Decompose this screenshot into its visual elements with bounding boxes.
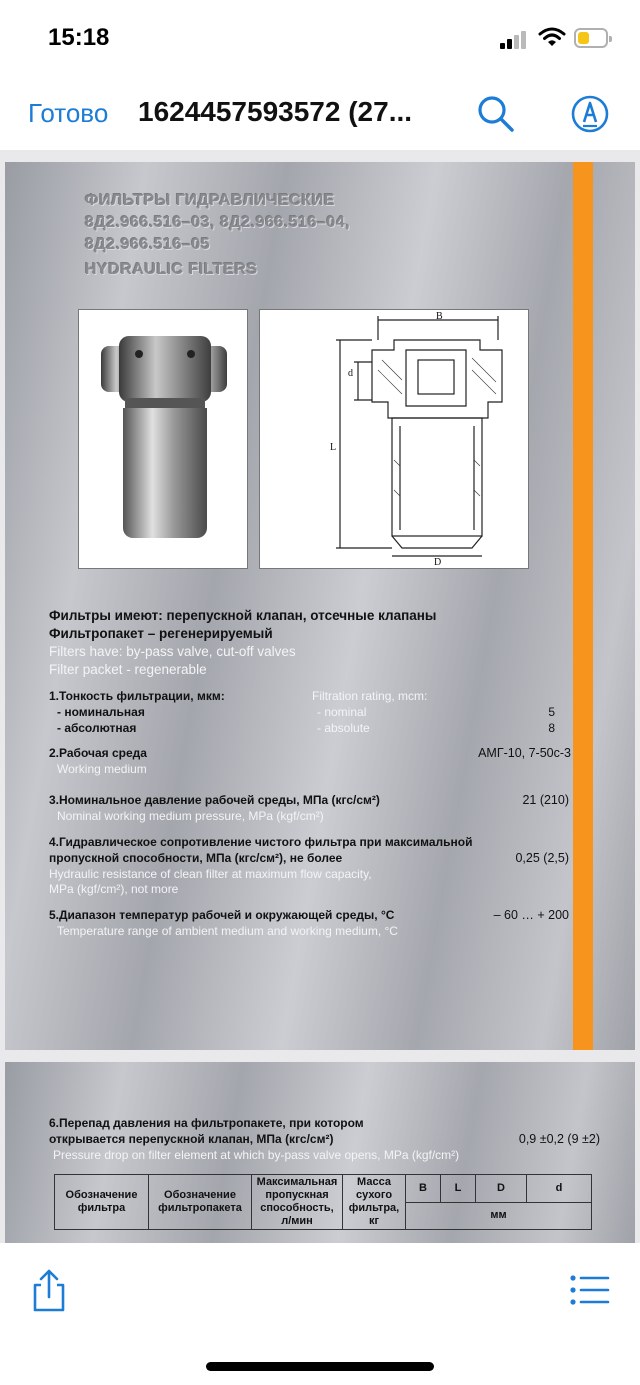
table-header-capacity-line3: способность, xyxy=(260,1202,334,1214)
spec4-value: 0,25 (2,5) xyxy=(515,851,569,865)
spec1-title-en: Filtration rating, mcm: xyxy=(312,689,428,703)
intro-en-1: Filters have: by-pass valve, cut-off valves xyxy=(49,644,296,659)
spec4-en-1: Hydraulic resistance of clean filter at maximum flow capacity, xyxy=(49,867,372,881)
intro-en-2: Filter packet - regenerable xyxy=(49,662,207,677)
intro-ru-2: Фильтропакет – регенерируемый xyxy=(49,626,273,641)
spec3-ru: 3.Номинальное давление рабочей среды, МПа (кгс/см²) xyxy=(49,793,380,807)
status-time: 15:18 xyxy=(48,24,110,51)
spec6-en: Pressure drop on filter element at which by-pass valve opens, MPa (kgf/cm²) xyxy=(53,1148,460,1162)
table-header-mass-line4: кг xyxy=(368,1215,380,1227)
orange-side-bar xyxy=(573,162,593,1050)
dim-l-label: L xyxy=(330,442,337,453)
table-header-capacity-line1: Максимальная xyxy=(256,1176,338,1188)
search-icon[interactable] xyxy=(474,92,518,136)
table-header-mass-line1: Масса xyxy=(357,1176,391,1188)
done-button[interactable]: Готово xyxy=(28,98,109,128)
table-header-capacity-line4: л/мин xyxy=(281,1215,313,1227)
spec1-nominal-en: - nominal xyxy=(317,705,367,719)
table-header-capacity-line2: пропускная xyxy=(265,1189,329,1201)
table-header-d-big: D xyxy=(476,1175,527,1203)
table-header-l: L xyxy=(441,1175,476,1203)
spec3-en: Nominal working medium pressure, MPa (kgf/cm²) xyxy=(57,809,324,823)
dim-b-label: B xyxy=(436,311,443,322)
spec5-ru: 5.Диапазон температур рабочей и окружающей среды, °С xyxy=(49,908,395,922)
table-header-mass xyxy=(343,1175,406,1230)
dim-d-big-label: D xyxy=(434,557,442,568)
signal-icon xyxy=(500,29,532,49)
filter-photo xyxy=(78,309,248,569)
spec1-nominal-value: 5 xyxy=(548,705,555,719)
spec4-ru-2: пропускной способности, МПа (кгс/см²), не более xyxy=(49,851,343,865)
spec1-absolute-value: 8 xyxy=(548,721,555,735)
spec4-en-2: MPa (kgf/cm²), not more xyxy=(49,882,179,896)
battery-icon xyxy=(574,28,608,48)
document-title: 1624457593572 (27... xyxy=(138,96,413,127)
table-header-packet-line2: фильтропакета xyxy=(158,1202,242,1214)
table-header-mass-line2: сухого xyxy=(355,1189,393,1201)
pdf-page-2 xyxy=(5,1062,635,1243)
spec4-ru-1: 4.Гидравлическое сопротивление чистого фильтра при максимальной xyxy=(49,835,473,849)
spec1-title-ru: 1.Тонкость фильтрации, мкм: xyxy=(49,689,225,703)
markup-icon[interactable] xyxy=(568,92,612,136)
nav-bar xyxy=(0,80,640,151)
spec5-en: Temperature range of ambient medium and working medium, °С xyxy=(57,924,398,938)
spec1-absolute-ru: - абсолютная xyxy=(57,721,137,735)
filter-specs-table xyxy=(54,1174,592,1230)
heading-ru-2: 8Д2.966.516–03, 8Д2.966.516–04, xyxy=(85,214,351,231)
document-viewer[interactable] xyxy=(0,150,640,1243)
list-icon[interactable] xyxy=(568,1273,612,1307)
table-header-filter-line1: Обозначение xyxy=(65,1189,138,1201)
table-header-mass-line3: фильтра, xyxy=(348,1202,400,1214)
table-header-b: B xyxy=(406,1175,441,1203)
spec5-value: – 60 … + 200 xyxy=(493,908,569,922)
table-header-capacity xyxy=(252,1175,343,1230)
spec6-ru-1: 6.Перепад давления на фильтропакете, при котором xyxy=(49,1116,364,1130)
spec6-ru-2: открывается перепускной клапан, МПа (кгс/см²) xyxy=(49,1132,334,1146)
spec1-nominal-ru: - номинальная xyxy=(57,705,145,719)
heading-en: HYDRAULIC FILTERS xyxy=(85,261,258,278)
spec2-ru: 2.Рабочая среда xyxy=(49,746,147,760)
table-header-packet xyxy=(149,1175,252,1230)
wifi-icon xyxy=(538,26,566,48)
status-bar xyxy=(0,0,640,80)
spec2-en: Working medium xyxy=(57,762,147,776)
table-header-filter-line2: фильтра xyxy=(77,1202,126,1214)
table-header-filter xyxy=(55,1175,149,1230)
intro-ru-1: Фильтры имеют: перепускной клапан, отсечные клапаны xyxy=(49,608,437,623)
spec3-value: 21 (210) xyxy=(522,793,569,807)
spec1-absolute-en: - absolute xyxy=(317,721,370,735)
heading-ru-1: ФИЛЬТРЫ ГИДРАВЛИЧЕСКИЕ xyxy=(85,192,335,209)
spec6-value: 0,9 ±0,2 (9 ±2) xyxy=(518,1132,600,1146)
spec2-value: АМГ-10, 7-50с-3 xyxy=(478,746,571,760)
table-header-d-small: d xyxy=(527,1175,592,1203)
share-icon[interactable] xyxy=(30,1267,68,1313)
heading-ru-3: 8Д2.966.516–05 xyxy=(85,236,211,253)
pdf-page-1 xyxy=(5,162,635,1050)
home-indicator[interactable] xyxy=(206,1362,434,1371)
dim-d-small-label: d xyxy=(348,368,353,379)
table-header-packet-line1: Обозначение xyxy=(164,1189,236,1201)
table-header-unit: мм xyxy=(406,1202,592,1230)
filter-drawing xyxy=(259,309,529,569)
bottom-toolbar xyxy=(0,1243,640,1385)
